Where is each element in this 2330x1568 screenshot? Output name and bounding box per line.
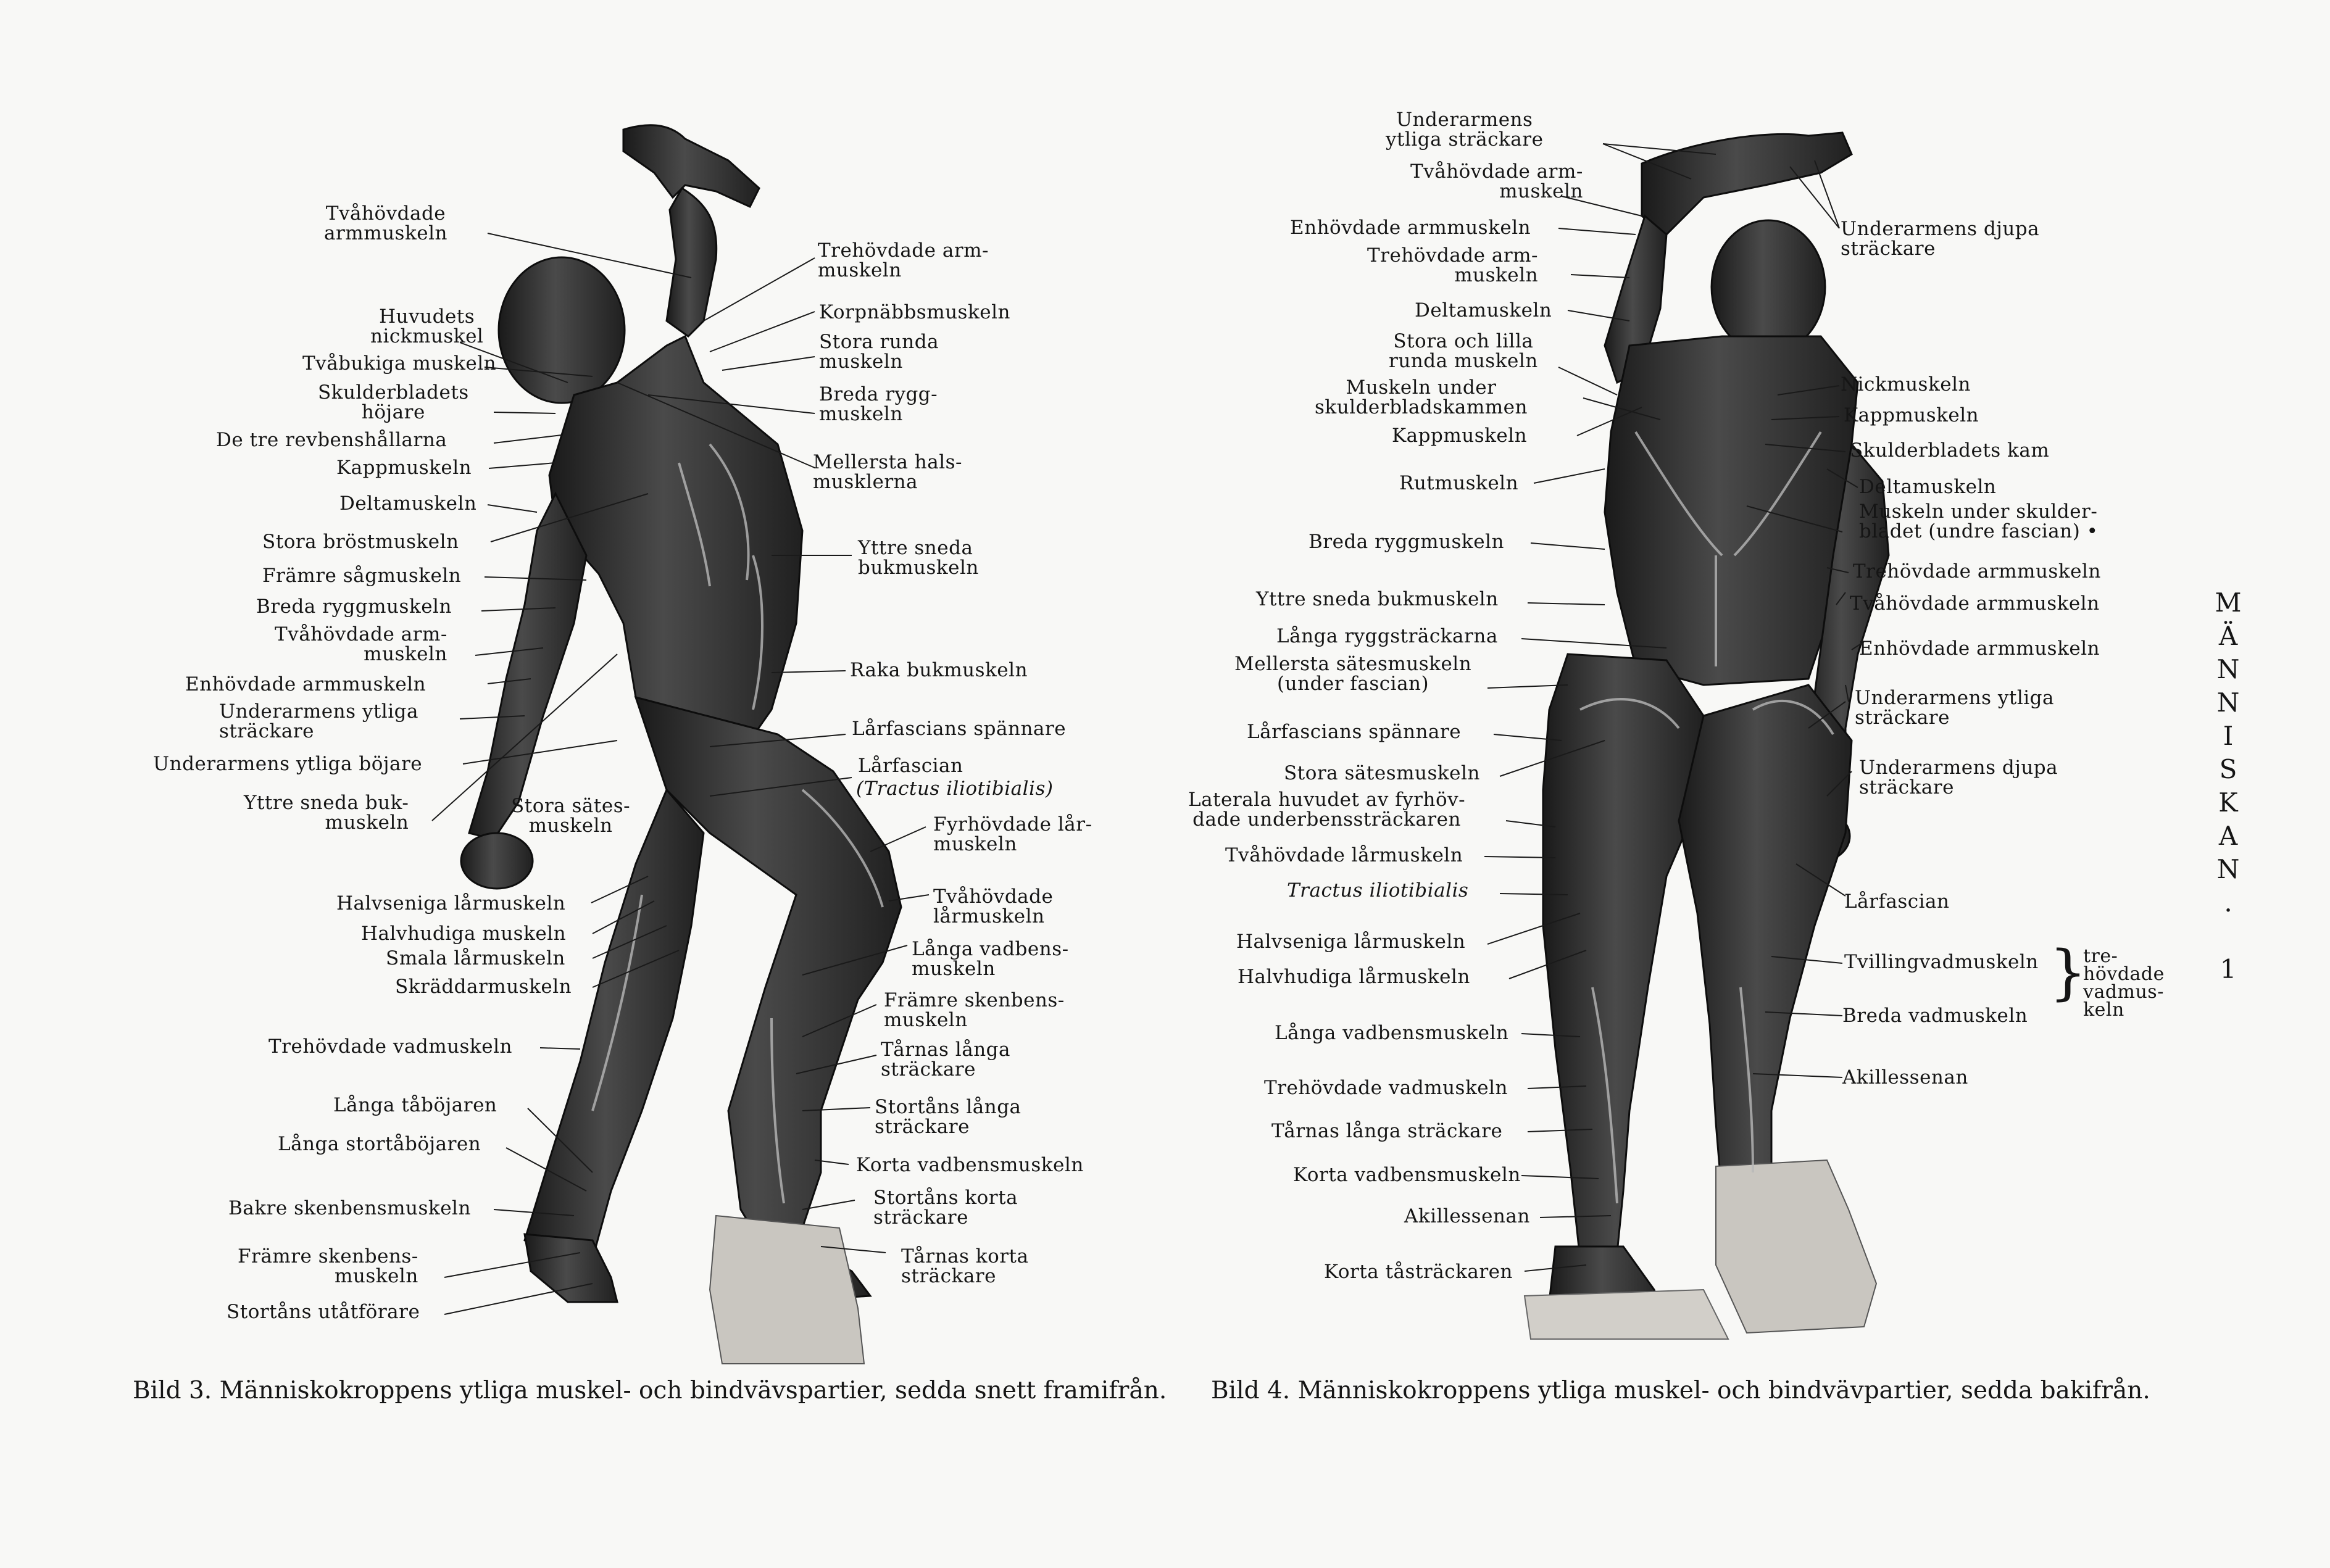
label-trehovdade-armmuskeln: Trehövdade arm- muskeln	[818, 239, 989, 281]
label-underarmens-ytliga-strackare: Underarmens ytliga sträckare	[219, 700, 418, 742]
label-mellersta-satesmuskeln: Mellersta sätesmuskeln (under fascian)	[1234, 653, 1472, 695]
label-stora-brostmuskeln: Stora bröstmuskeln	[262, 531, 459, 553]
label-larfascians-spannare: Lårfascians spännare	[852, 718, 1067, 740]
label-huvudets-nickmuskel: Huvudets nickmuskel	[370, 305, 484, 347]
label-kappmuskeln-right: Kappmuskeln	[1844, 404, 1979, 426]
label-langa-stortabojaren: Långa stortåböjaren	[278, 1133, 481, 1155]
label-tvahovdade-larmuskeln: Tvåhövdade lårmuskeln	[933, 886, 1054, 927]
label-underarmens-djupa-strackare-top: Underarmens djupa sträckare	[1841, 218, 2040, 260]
back-view-figure	[1525, 133, 1889, 1339]
label-underarmens-ytliga-strackare-back: Underarmens ytliga sträckare	[1386, 109, 1544, 151]
label-mellersta-halsmusklerna: Mellersta hals- musklerna	[813, 451, 963, 493]
label-framre-sagmuskeln: Främre sågmuskeln	[262, 565, 462, 587]
label-korta-vadbensmuskeln-back: Korta vadbensmuskeln	[1293, 1164, 1521, 1186]
label-akillessenan-left: Akillessenan	[1404, 1205, 1530, 1227]
label-laterala-huvudet-fyrhovdade: Laterala huvudet av fyrhöv- dade underbenssträckaren	[1188, 789, 1466, 831]
label-korpnabbsmuskeln: Korpnäbbsmuskeln	[819, 301, 1010, 323]
label-tarnas-langa-strackare-back: Tårnas långa sträckare	[1271, 1120, 1503, 1142]
label-stortans-korta-strackare: Stortåns korta sträckare	[873, 1187, 1018, 1229]
label-deltamuskeln: Deltamuskeln	[339, 492, 477, 515]
label-smala-larmuskeln: Smala lårmuskeln	[386, 947, 565, 969]
label-trehovdade-vadmuskeln-group: tre- hövdade vadmus- keln	[2083, 945, 2165, 1021]
label-framre-skenbensmuskeln: Främre skenbens- muskeln	[238, 1245, 418, 1287]
label-framre-skenbensmuskeln-right: Främre skenbens- muskeln	[884, 989, 1065, 1031]
label-bakre-skenbensmuskeln: Bakre skenbensmuskeln	[228, 1197, 471, 1219]
label-muskeln-under-skulderbladet: Muskeln under skulder- bladet (undre fascian) •	[1859, 500, 2099, 542]
label-trehovdade-vadmuskeln-back: Trehövdade vadmuskeln	[1264, 1077, 1508, 1099]
label-enhovdade-armmuskeln-back: Enhövdade armmuskeln	[1290, 217, 1531, 239]
label-halvseniga-larmuskeln: Halvseniga lårmuskeln	[336, 892, 566, 915]
label-stora-satesmuskeln: Stora sätes- muskeln	[511, 795, 631, 837]
label-yttre-sneda-bukmuskeln-back: Yttre sneda bukmuskeln	[1256, 588, 1499, 610]
label-breda-ryggmuskeln-front: Breda rygg- muskeln	[819, 383, 938, 425]
side-title: M Ä N N I S K A N . 1	[2215, 587, 2242, 984]
label-korta-tastrackaren: Korta tåsträckaren	[1324, 1261, 1513, 1283]
label-tvahovdade-armmuskeln-back: Tvåhövdade arm- muskeln	[1410, 160, 1583, 202]
label-underarmens-djupa-strackare-bottom: Underarmens djupa sträckare	[1859, 757, 2058, 799]
label-langa-vadbensmuskeln-back: Långa vadbensmuskeln	[1275, 1022, 1509, 1044]
label-deltamuskeln-back: Deltamuskeln	[1415, 299, 1552, 321]
label-enhovdade-armmuskeln: Enhövdade armmuskeln	[185, 673, 426, 695]
label-langa-vadbensmuskeln: Långa vadbens- muskeln	[912, 938, 1069, 980]
label-stora-runda-muskeln: Stora runda muskeln	[819, 331, 939, 373]
label-tvahovdade-armmuskeln: Tvåhövdade armmuskeln	[324, 202, 447, 244]
label-skulderbladets-kam: Skulderbladets kam	[1850, 439, 2050, 462]
brace-symbol: }	[2049, 938, 2087, 1007]
caption-bild-4: Bild 4. Människokroppens ytliga muskel- och bindvävpartier, sedda bakifrån.	[1211, 1377, 2150, 1404]
label-muskeln-under-skulderbladskammen: Muskeln under skulderbladskammen	[1315, 376, 1528, 418]
label-yttre-sneda-bukmuskeln-front: Yttre sneda bukmuskeln	[858, 537, 979, 579]
label-skulderbladets-hojare: Skulderbladets höjare	[318, 381, 469, 423]
label-deltamuskeln-right: Deltamuskeln	[1859, 476, 1997, 498]
label-tarnas-korta-strackare: Tårnas korta sträckare	[901, 1245, 1029, 1287]
label-tractus-iliotibialis: (Tractus iliotibialis)	[856, 778, 1054, 800]
label-tvahovdade-larmuskeln-back: Tvåhövdade lårmuskeln	[1225, 844, 1463, 866]
label-stortans-utatforare: Stortåns utåtförare	[227, 1301, 420, 1323]
label-de-tre-revbenshallarna: De tre revbenshållarna	[216, 429, 447, 451]
label-trehovdade-vadmuskeln: Trehövdade vadmuskeln	[268, 1035, 512, 1058]
label-raka-bukmuskeln: Raka bukmuskeln	[850, 659, 1028, 681]
label-breda-ryggmuskeln: Breda ryggmuskeln	[256, 595, 452, 618]
label-yttre-sneda-bukmuskeln: Yttre sneda buk- muskeln	[244, 792, 409, 834]
label-larfascians-spannare-back: Lårfascians spännare	[1247, 721, 1462, 743]
label-kappmuskeln: Kappmuskeln	[336, 457, 472, 479]
label-langa-taboJaren: Långa tåböjaren	[333, 1094, 497, 1116]
label-halvhudiga-larmuskeln: Halvhudiga lårmuskeln	[1238, 966, 1470, 988]
label-tvabukiga-muskeln: Tvåbukiga muskeln	[302, 352, 497, 375]
label-larfascian: Lårfascian	[858, 755, 963, 777]
label-breda-vadmuskeln: Breda vadmuskeln	[1842, 1005, 2028, 1027]
caption-bild-3: Bild 3. Människokroppens ytliga muskel- och bindvävspartier, sedda snett framifrån.	[133, 1377, 1167, 1404]
label-tvillingvadmuskeln: Tvillingvadmuskeln	[1844, 951, 2039, 973]
label-tvahovdade-armmuskeln-right: Tvåhövdade armmuskeln	[1850, 592, 2100, 615]
label-stora-satesmuskeln-back: Stora sätesmuskeln	[1284, 762, 1480, 784]
label-korta-vadbensmuskeln: Korta vadbensmuskeln	[856, 1154, 1084, 1176]
label-stortans-langa-strackare: Stortåns långa sträckare	[875, 1096, 1021, 1138]
label-enhovdade-armmuskeln-right: Enhövdade armmuskeln	[1859, 637, 2100, 660]
label-skraddarmuskeln: Skräddarmuskeln	[395, 976, 572, 998]
label-tarnas-langa-strackare: Tårnas långa sträckare	[881, 1039, 1010, 1081]
label-rutmuskeln: Rutmuskeln	[1399, 472, 1519, 494]
label-breda-ryggmuskeln-back: Breda ryggmuskeln	[1309, 531, 1504, 553]
label-halvhudiga-muskeln: Halvhudiga muskeln	[361, 923, 567, 945]
label-langa-ryggstrackarna: Långa ryggsträckarna	[1276, 625, 1498, 647]
label-nickmuskeln: Nickmuskeln	[1841, 373, 1971, 396]
label-tractus-iliotibialis-back: Tractus iliotibialis	[1287, 879, 1469, 902]
label-tvahovdade-arm-muskeln: Tvåhövdade arm- muskeln	[275, 623, 447, 665]
label-trehovdade-armmuskeln-back: Trehövdade arm- muskeln	[1367, 244, 1539, 286]
label-fyrhovdade-larmuskeln: Fyrhövdade lår- muskeln	[933, 813, 1092, 855]
label-halvseniga-larmuskeln-back: Halvseniga lårmuskeln	[1236, 931, 1466, 953]
label-underarmens-ytliga-bojare: Underarmens ytliga böjare	[153, 753, 423, 775]
label-akillessenan-right: Akillessenan	[1842, 1066, 1968, 1089]
label-underarmens-ytliga-strackare-right: Underarmens ytliga sträckare	[1855, 687, 2054, 729]
label-stora-och-lilla-runda-muskeln: Stora och lilla runda muskeln	[1389, 330, 1538, 372]
label-kappmuskeln-back: Kappmuskeln	[1392, 425, 1528, 447]
label-larfascian-right: Lårfascian	[1844, 890, 1950, 913]
label-trehovdade-armmuskeln-right: Trehövdade armmuskeln	[1853, 560, 2101, 583]
